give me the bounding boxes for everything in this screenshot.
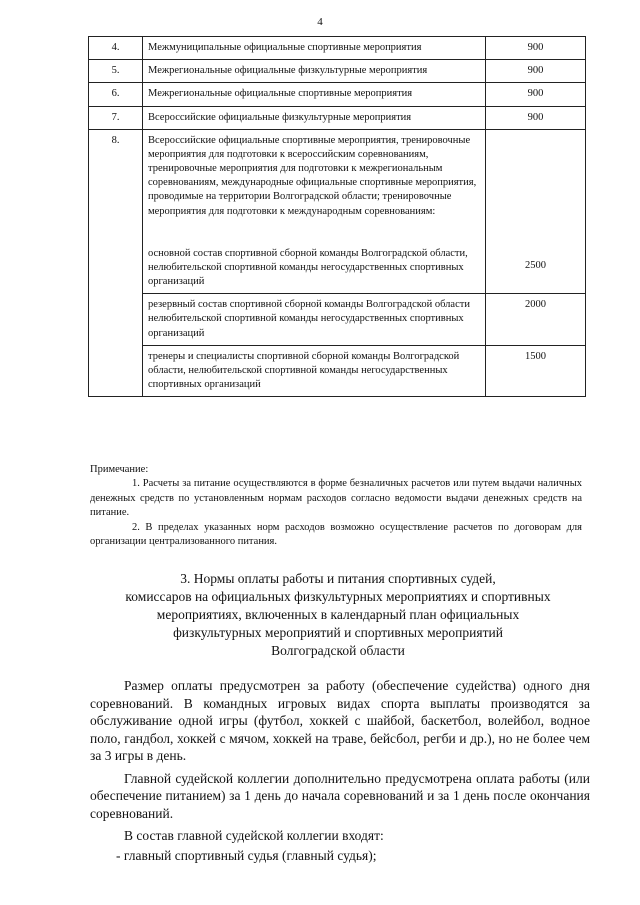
section-title-line: 3. Нормы оплаты работы и питания спортивных судей, <box>180 571 496 586</box>
note-item: 2. В пределах указанных норм расходов возможно осуществление расчетов по договорам для организации централизованного питания. <box>90 521 582 548</box>
table-row <box>89 294 586 346</box>
row-value: 900 <box>486 37 586 60</box>
body-paragraph: Главной судейской коллегии дополнительно предусмотрена оплата работы (или обеспечение питанием) за 1 день до начала соревнований и за 1 день после окончания соревнований. <box>90 770 590 821</box>
body-paragraph: Размер оплаты предусмотрен за работу (обеспечение судейства) одного дня соревнований. В командных игровых видах спорта выплаты производятся за обслуживание одной игры (футбол, хоккей с шайбой, баскетбол, волейбол, водное поло, гандбол, хоккей с мячом, хоккей на траве, бейсбол, регби и др.), но не более чем за 3 игры в день. <box>90 678 590 764</box>
row-subitem: резервный состав спортивной сборной команды Волгоградской области нелюбительской спортивной команды негосударственных спортивных организаций <box>143 294 486 346</box>
table-row <box>89 37 586 60</box>
table-row <box>89 345 586 397</box>
row-number: 5. <box>89 60 143 83</box>
note-heading: Примечание: <box>90 464 149 475</box>
row-name: Всероссийские официальные физкультурные мероприятия <box>143 106 486 129</box>
note-item: 1. Расчеты за питание осуществляются в форме безналичных расчетов или путем выдачи наличных денежных средств по установленным нормам расходов согласно ведомости выдачи денежных средств на питание. <box>90 478 582 519</box>
section-title-line: физкультурных мероприятий и спортивных мероприятий <box>173 624 503 640</box>
row-subitem: основной состав спортивной сборной команды Волгоградской области, нелюбительской спортивной команды негосударственных спортивных организаций <box>148 247 468 288</box>
table-row <box>89 129 586 294</box>
row-value: 900 <box>486 83 586 106</box>
body-paragraph: В состав главной судейской коллегии входят: <box>124 828 384 844</box>
section-title-line: Волгоградской области <box>271 642 405 658</box>
table-row <box>89 106 586 129</box>
row-value: 1500 <box>486 345 586 397</box>
row-name: Межрегиональные официальные физкультурные мероприятия <box>143 60 486 83</box>
row-name: Межрегиональные официальные спортивные мероприятия <box>143 83 486 106</box>
section-title <box>88 570 588 660</box>
row-subitem: тренеры и специалисты спортивной сборной команды Волгоградской области, нелюбительской спортивной команды негосударственных спортивных организаций <box>143 345 486 397</box>
row-value: 2500 <box>486 129 586 294</box>
section-title-line: мероприятиях, включенных в календарный план официальных <box>156 606 520 622</box>
row-number: 4. <box>89 37 143 60</box>
row-intro: Всероссийские официальные спортивные мероприятия, тренировочные мероприятия для подготовки к всероссийским соревнованиям, тренировочные мероприятия для подготовки к межрегиональным соревнованиям, международные официальные спортивные мероприятия, проводимые на территории Волгоградской области; тренировочные мероприятия для подготовки к международным соревнованиям: <box>148 134 477 217</box>
table-note <box>90 463 582 550</box>
row-number: 6. <box>89 83 143 106</box>
list-item: - главный спортивный судья (главный судья); <box>116 847 377 863</box>
row-name <box>143 129 486 294</box>
norms-table <box>88 36 586 397</box>
row-value: 900 <box>486 60 586 83</box>
row-value: 2000 <box>486 294 586 346</box>
row-value: 900 <box>486 106 586 129</box>
section-body <box>90 677 590 869</box>
row-number: 8. <box>89 129 143 397</box>
page-number: 4 <box>317 16 323 28</box>
row-number: 7. <box>89 106 143 129</box>
table-row <box>89 60 586 83</box>
table-row <box>89 83 586 106</box>
row-name: Межмуниципальные официальные спортивные мероприятия <box>143 37 486 60</box>
section-title-line: комиссаров на официальных физкультурных мероприятиях и спортивных <box>125 588 551 604</box>
